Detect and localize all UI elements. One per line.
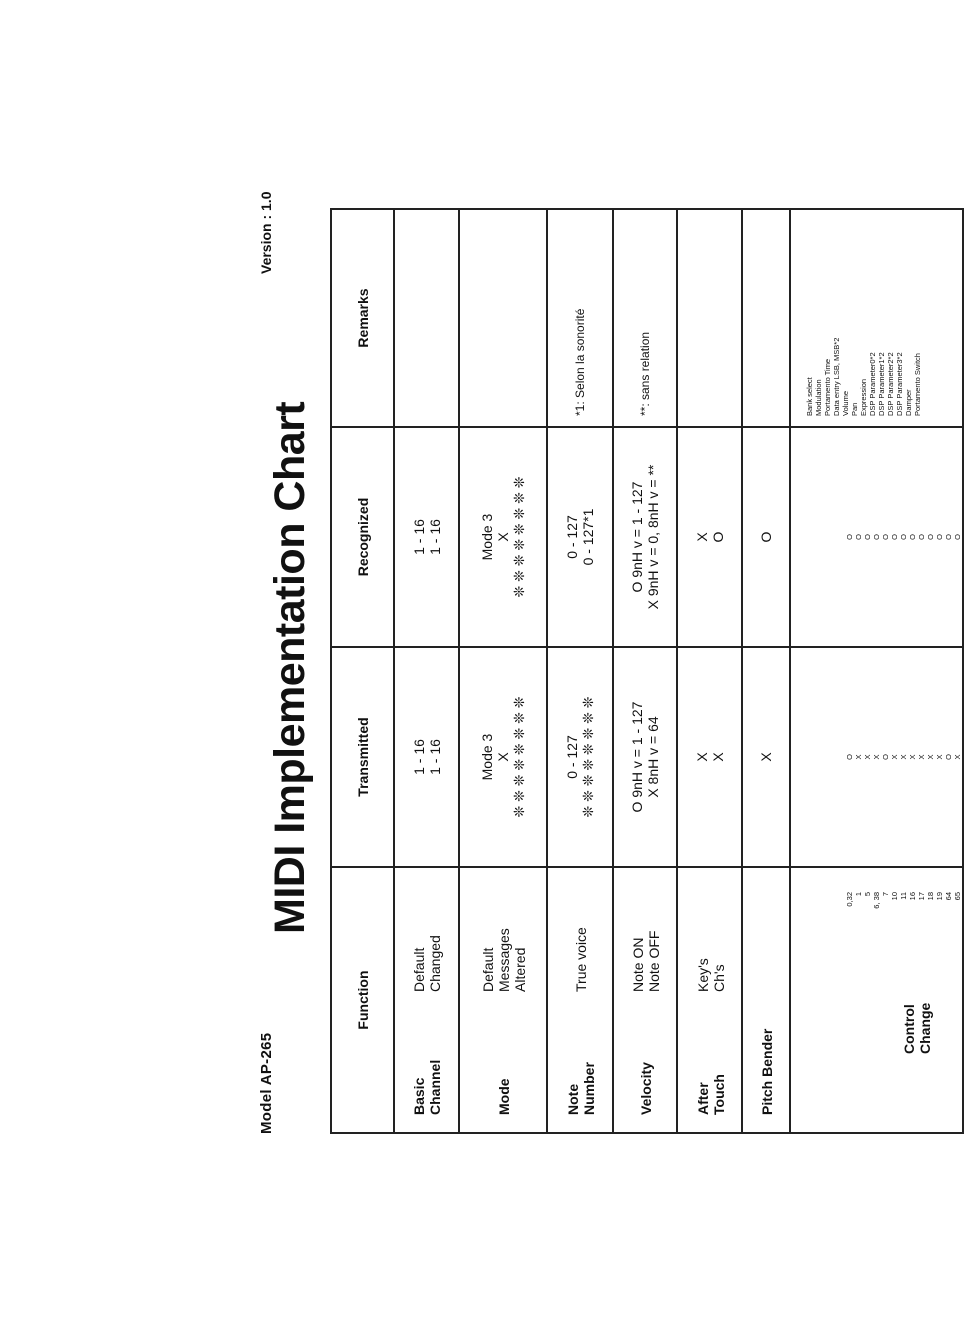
function-cell — [547, 867, 613, 1133]
function-name: Velocity — [638, 1062, 654, 1115]
row-velocity — [613, 209, 677, 1133]
function-sub: Default Changed — [411, 935, 443, 992]
function-cell — [677, 867, 742, 1133]
column-header-function: Function — [331, 867, 394, 1133]
remarks-cell — [459, 209, 547, 427]
function-name: Basic Channel — [411, 1059, 443, 1115]
column-header-transmitted: Transmitted — [331, 647, 394, 867]
recognized-cell: 1 - 16 1 - 16 — [394, 427, 459, 647]
transmitted-cell: Mode 3 X ❊ ❊ ❊ ❊ ❊ ❊ ❊ ❊ — [459, 647, 547, 867]
page-title: MIDI Implementation Chart — [266, 401, 314, 934]
function-sub: True voice — [573, 927, 589, 992]
row-note-number — [547, 209, 613, 1133]
control-numbers: 0,32 1 5 6, 38 7 10 11 16 17 18 19 64 65 — [845, 892, 962, 909]
transmitted-cell: 0 - 127 ❊ ❊ ❊ ❊ ❊ ❊ ❊ ❊ — [547, 647, 613, 867]
recognized-cell: O O O O O O O O O O O O O — [790, 427, 963, 647]
function-cell — [742, 867, 790, 1133]
column-header-recognized: Recognized — [331, 427, 394, 647]
function-name: After Touch — [695, 1074, 727, 1115]
row-basic-channel — [394, 209, 459, 1133]
row-control-change — [790, 209, 963, 1133]
function-cell — [394, 867, 459, 1133]
remarks-cell: *1: Selon la sonorité — [547, 209, 613, 427]
row-pitch-bender — [742, 209, 790, 1133]
function-cell — [790, 867, 963, 1133]
column-header-remarks: Remarks — [331, 209, 394, 427]
transmitted-cell: O X X X O X X X X X X O X — [790, 647, 963, 867]
recognized-cell: X O — [677, 427, 742, 647]
transmitted-cell: O 9nH v = 1 - 127 X 8nH v = 64 — [613, 647, 677, 867]
row-mode — [459, 209, 547, 1133]
function-name: Mode — [496, 1078, 512, 1115]
transmitted-cell: 1 - 16 1 - 16 — [394, 647, 459, 867]
recognized-cell: O — [742, 427, 790, 647]
recognized-cell: Mode 3 X ❊ ❊ ❊ ❊ ❊ ❊ ❊ ❊ — [459, 427, 547, 647]
function-name: Note Number — [565, 1062, 597, 1115]
recognized-cell: O 9nH v = 1 - 127 X 9nH v = 0, 8nH v = ** — [613, 427, 677, 647]
midi-implementation-table — [330, 208, 964, 1134]
function-name: Pitch Bender — [759, 1028, 775, 1115]
header-row — [331, 209, 394, 1133]
version-label: Version : 1.0 — [258, 191, 274, 274]
function-sub: Key's Ch's — [695, 958, 727, 992]
remarks-cell: Bank select Modulation Portamento Time Data entry LSB, MSB*2 Volume Pan Expression DSP Parameter0*2 DSP Parameter1*2 DSP Parameter2*2 DSP Parameter3*2 Damper Portamento Switch — [790, 209, 963, 427]
recognized-cell: 0 - 127 0 - 127*1 — [547, 427, 613, 647]
function-cell — [459, 867, 547, 1133]
row-after-touch — [677, 209, 742, 1133]
function-cell — [613, 867, 677, 1133]
transmitted-cell: X — [742, 647, 790, 867]
remarks-cell: **: sans relation — [613, 209, 677, 427]
function-sub: Note ON Note OFF — [630, 930, 662, 992]
function-sub: Default Messages Altered — [480, 928, 528, 992]
remarks-cell — [677, 209, 742, 427]
remarks-cell — [394, 209, 459, 427]
function-name: Control Change — [901, 1002, 933, 1054]
remarks-cell — [742, 209, 790, 427]
transmitted-cell: X X — [677, 647, 742, 867]
model-label: Model AP-265 — [258, 1032, 275, 1134]
